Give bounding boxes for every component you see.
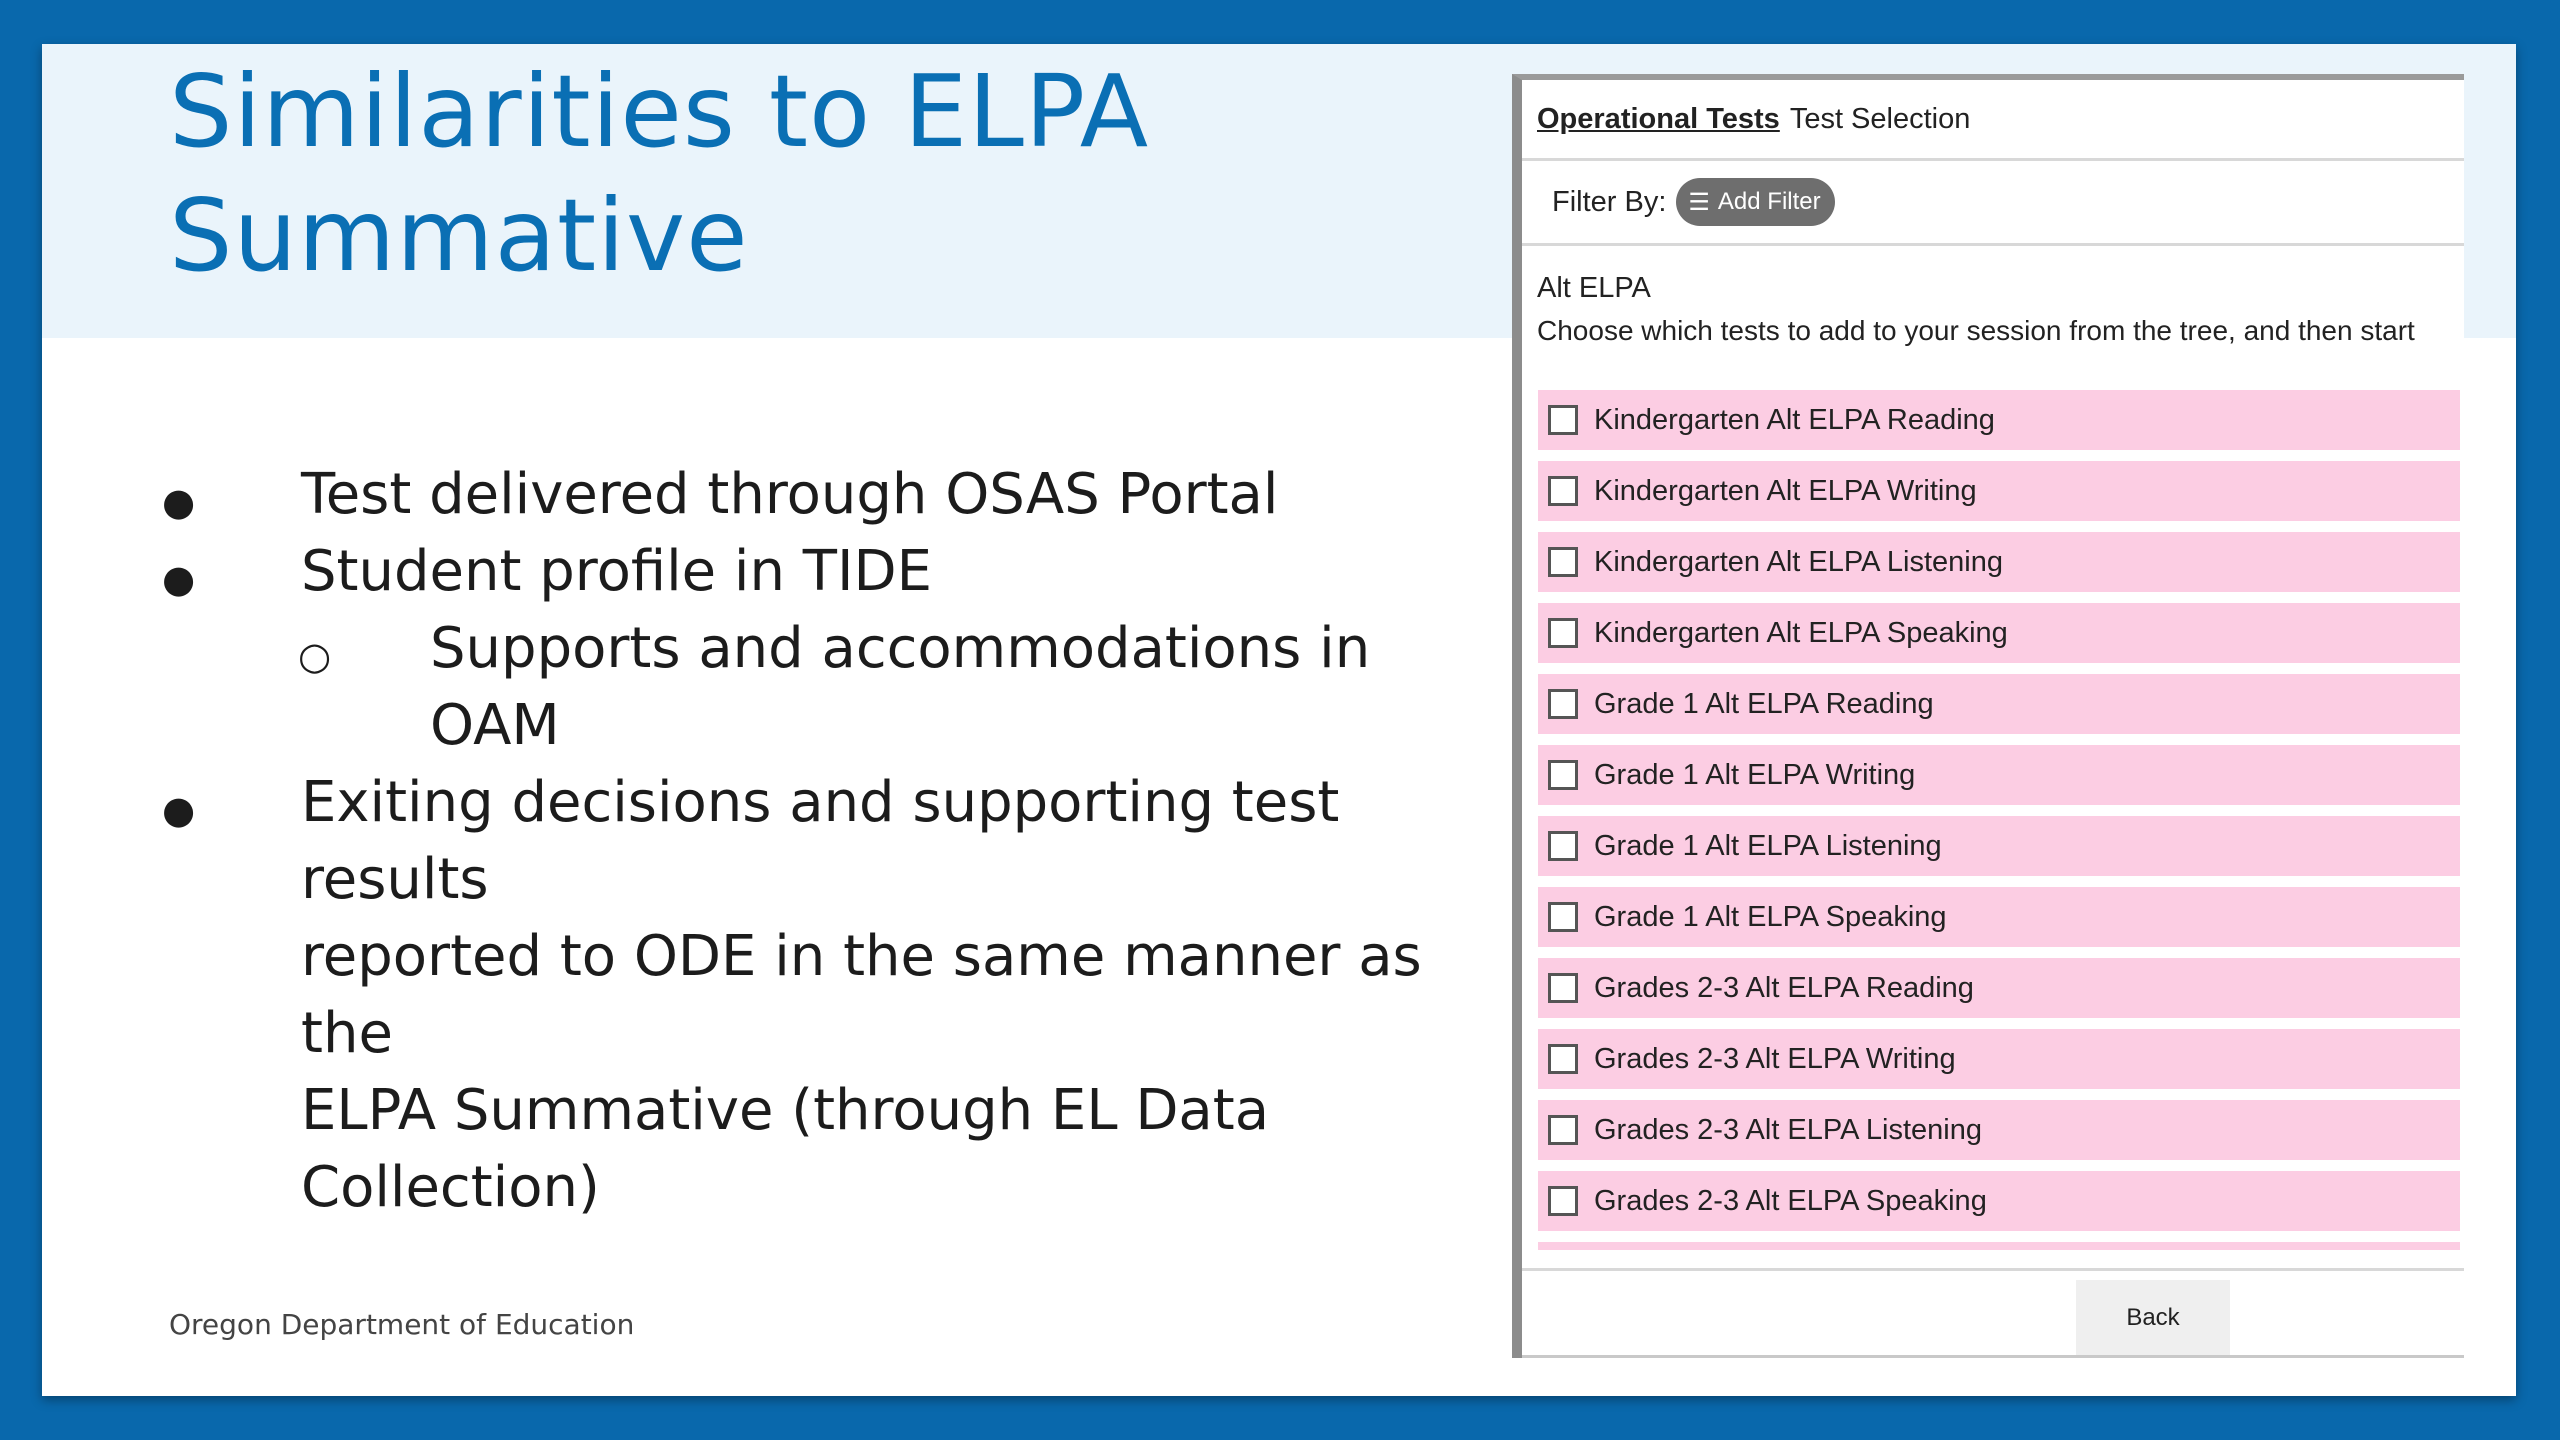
test-label: Kindergarten Alt ELPA Reading xyxy=(1594,403,1995,436)
panel-divider xyxy=(1522,1268,2464,1271)
test-row-k-writing[interactable] xyxy=(1538,461,2460,521)
test-checkbox[interactable] xyxy=(1548,1186,1578,1216)
sub-bullet-text-cont: OAM xyxy=(430,693,560,758)
test-label: Grades 2-3 Alt ELPA Reading xyxy=(1594,971,1974,1004)
test-label: Grade 1 Alt ELPA Reading xyxy=(1594,687,1934,720)
instructions-text: Choose which tests to add to your session from the tree, and then start xyxy=(1537,315,2415,346)
title-line-2: Summative xyxy=(169,177,749,294)
test-row-g1-speaking[interactable] xyxy=(1538,887,2460,947)
test-checkbox[interactable] xyxy=(1548,760,1578,790)
test-label: Grades 2-3 Alt ELPA Speaking xyxy=(1594,1184,1987,1217)
slide-footer: Oregon Department of Education xyxy=(169,1308,635,1341)
filter-label: Filter By: xyxy=(1552,185,1667,218)
test-label: Grades 2-3 Alt ELPA Listening xyxy=(1594,1113,1982,1146)
test-row-g1-listening[interactable] xyxy=(1538,816,2460,876)
add-filter-label: Add Filter xyxy=(1717,188,1821,215)
test-checkbox[interactable] xyxy=(1548,547,1578,577)
test-label: Grades 2-3 Alt ELPA Writing xyxy=(1594,1042,1956,1075)
bullet-item: ● Student profile in TIDE xyxy=(162,533,1502,610)
test-checkbox[interactable] xyxy=(1548,1115,1578,1145)
test-label: Kindergarten Alt ELPA Listening xyxy=(1594,545,2003,578)
test-label: Kindergarten Alt ELPA Speaking xyxy=(1594,616,2008,649)
test-checkbox[interactable] xyxy=(1548,1044,1578,1074)
bullet-text-cont: ELPA Summative (through EL Data xyxy=(301,1078,1270,1143)
panel-bottom-border xyxy=(1522,1355,2464,1358)
test-label: Grade 1 Alt ELPA Speaking xyxy=(1594,900,1947,933)
sub-bullet-text: Supports and accommodations in xyxy=(430,616,1371,681)
test-row-g23-listening[interactable] xyxy=(1538,1100,2460,1160)
title-line-1: Similarities to ELPA xyxy=(169,53,1150,170)
bullet-item xyxy=(162,764,1502,1226)
test-checkbox[interactable] xyxy=(1548,973,1578,1003)
sliders-icon: ☰ xyxy=(1688,188,1710,216)
slide-title xyxy=(169,50,1149,298)
slide xyxy=(42,44,2516,1396)
test-list xyxy=(1538,390,2460,1332)
test-row-k-listening[interactable] xyxy=(1538,532,2460,592)
filter-row xyxy=(1522,161,2464,246)
add-filter-button[interactable] xyxy=(1676,178,1834,226)
sub-bullet-item xyxy=(162,610,1502,764)
test-row-g23-speaking[interactable] xyxy=(1538,1171,2460,1231)
test-selection-panel xyxy=(1512,74,2464,1358)
test-label: Grade 1 Alt ELPA Listening xyxy=(1594,829,1942,862)
test-checkbox[interactable] xyxy=(1548,831,1578,861)
test-row-g1-reading[interactable] xyxy=(1538,674,2460,734)
breadcrumb xyxy=(1522,80,2464,161)
section-title: Alt ELPA xyxy=(1537,272,1651,304)
test-checkbox[interactable] xyxy=(1548,476,1578,506)
back-button[interactable]: Back xyxy=(2076,1280,2230,1356)
test-checkbox[interactable] xyxy=(1548,618,1578,648)
test-checkbox[interactable] xyxy=(1548,902,1578,932)
test-row-k-speaking[interactable] xyxy=(1538,603,2460,663)
test-row-k-reading[interactable] xyxy=(1538,390,2460,450)
bullet-list xyxy=(162,456,1502,1226)
test-row-g23-reading[interactable] xyxy=(1538,958,2460,1018)
breadcrumb-link-operational-tests[interactable]: Operational Tests xyxy=(1537,102,1780,135)
bullet-text-cont: Collection) xyxy=(301,1155,600,1220)
test-label: Grade 1 Alt ELPA Writing xyxy=(1594,758,1916,791)
test-label: Kindergarten Alt ELPA Writing xyxy=(1594,474,1977,507)
test-row-partial xyxy=(1538,1242,2460,1250)
bullet-item: ● Test delivered through OSAS Portal xyxy=(162,456,1502,533)
test-row-g23-writing[interactable] xyxy=(1538,1029,2460,1089)
breadcrumb-current: Test Selection xyxy=(1789,102,1971,135)
test-row-g1-writing[interactable] xyxy=(1538,745,2460,805)
test-checkbox[interactable] xyxy=(1548,405,1578,435)
bullet-text: Exiting decisions and supporting test results xyxy=(301,770,1340,912)
test-checkbox[interactable] xyxy=(1548,689,1578,719)
bullet-text-cont: reported to ODE in the same manner as the xyxy=(301,924,1422,1066)
